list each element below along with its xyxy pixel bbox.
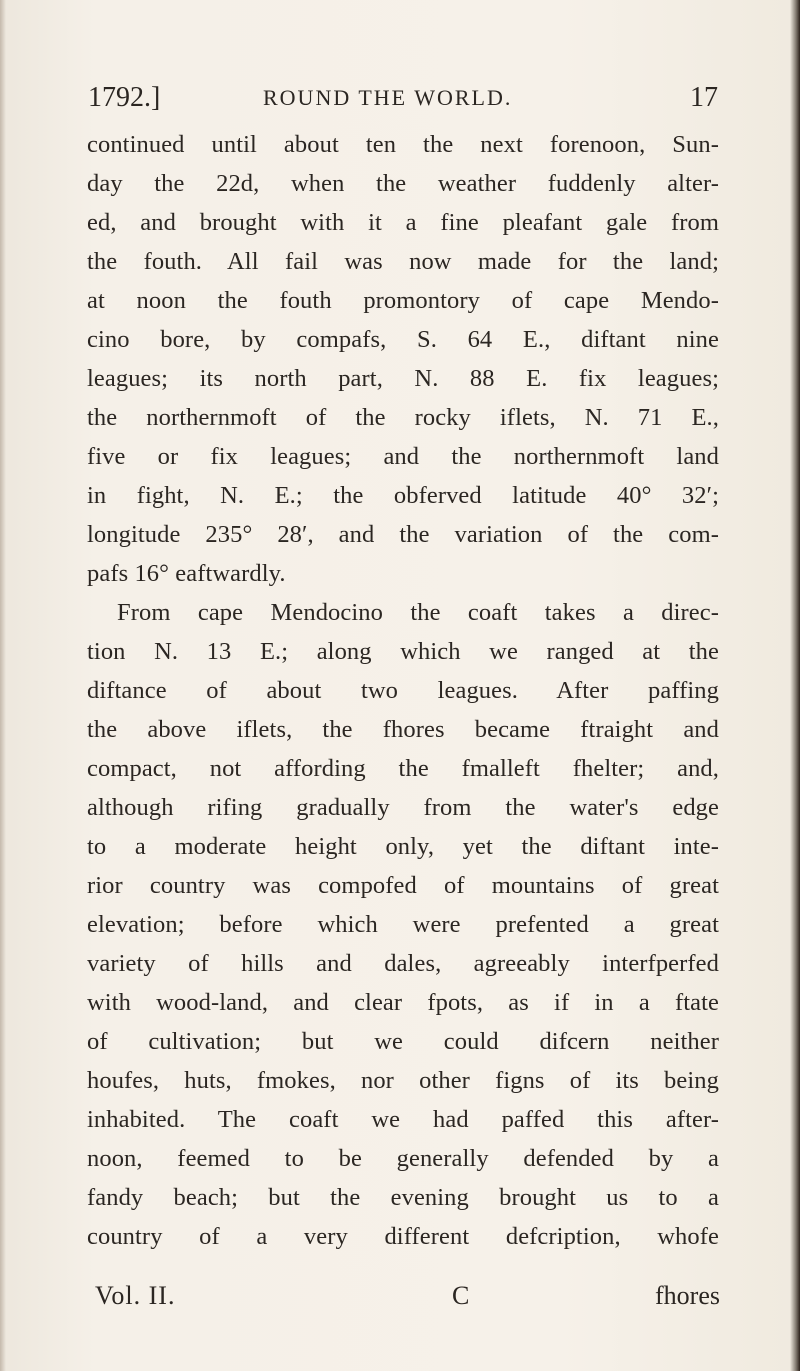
text-line: variety of hills and dales, agreeably interfperfed: [87, 950, 719, 977]
text-line: continued until about ten the next forenoon, Sun-: [87, 131, 719, 158]
text-line: of cultivation; but we could difcern neither: [87, 1028, 719, 1055]
page-shadow: [0, 0, 6, 1371]
text-line: the northernmoft of the rocky iflets, N. 71 E.,: [87, 404, 719, 431]
text-line: to a moderate height only, yet the diftant inte-: [87, 833, 719, 860]
text-line: From cape Mendocino the coaft takes a direc-: [117, 599, 719, 626]
text-line: although rifing gradually from the water's edge: [87, 794, 719, 821]
text-line: cino bore, by compafs, S. 64 E., diftant nine: [87, 326, 719, 353]
text-line: five or fix leagues; and the northernmoft land: [87, 443, 719, 470]
text-line: fandy beach; but the evening brought us to a: [87, 1184, 719, 1211]
text-line: with wood-land, and clear fpots, as if in a ftate: [87, 989, 719, 1016]
text-line: leagues; its north part, N. 88 E. fix leagues;: [87, 365, 719, 392]
header-year: 1792.]: [88, 82, 161, 113]
text-line: country of a very different defcription, whofe: [87, 1223, 719, 1250]
text-line: noon, feemed to be generally defended by a: [87, 1145, 719, 1172]
signature-mark: C: [452, 1281, 470, 1310]
body-text: [87, 125, 719, 1256]
text-line: elevation; before which were prefented a great: [87, 911, 719, 938]
text-line: rior country was compofed of mountains of great: [87, 872, 719, 899]
text-line: diftance of about two leagues. After paffing: [87, 677, 719, 704]
page-number: 17: [690, 82, 718, 113]
text-line: inhabited. The coaft we had paffed this after-: [87, 1106, 719, 1133]
text-line: compact, not affording the fmalleft fhelter; and,: [87, 755, 719, 782]
text-line: day the 22d, when the weather fuddenly alter-: [87, 170, 719, 197]
page-footer: [95, 1281, 720, 1317]
binding-edge: [790, 0, 800, 1371]
text-line: houfes, huts, fmokes, nor other figns of its being: [87, 1067, 719, 1094]
text-line: ed, and brought with it a fine pleafant gale from: [87, 209, 719, 236]
text-line: the fouth. All fail was now made for the land;: [87, 248, 719, 275]
text-line: longitude 235° 28′, and the variation of the com-: [87, 521, 719, 548]
text-line: at noon the fouth promontory of cape Mendo-: [87, 287, 719, 314]
volume-number: Vol. II.: [95, 1281, 176, 1310]
text-line: tion N. 13 E.; along which we ranged at the: [87, 638, 719, 665]
text-line: the above iflets, the fhores became ftraight and: [87, 716, 719, 743]
text-line: pafs 16° eaftwardly.: [87, 560, 286, 587]
running-title: ROUND THE WORLD.: [263, 85, 513, 110]
text-line: in fight, N. E.; the obferved latitude 40° 32′;: [87, 482, 719, 509]
running-header: [88, 82, 718, 122]
catchword: fhores: [655, 1281, 720, 1310]
